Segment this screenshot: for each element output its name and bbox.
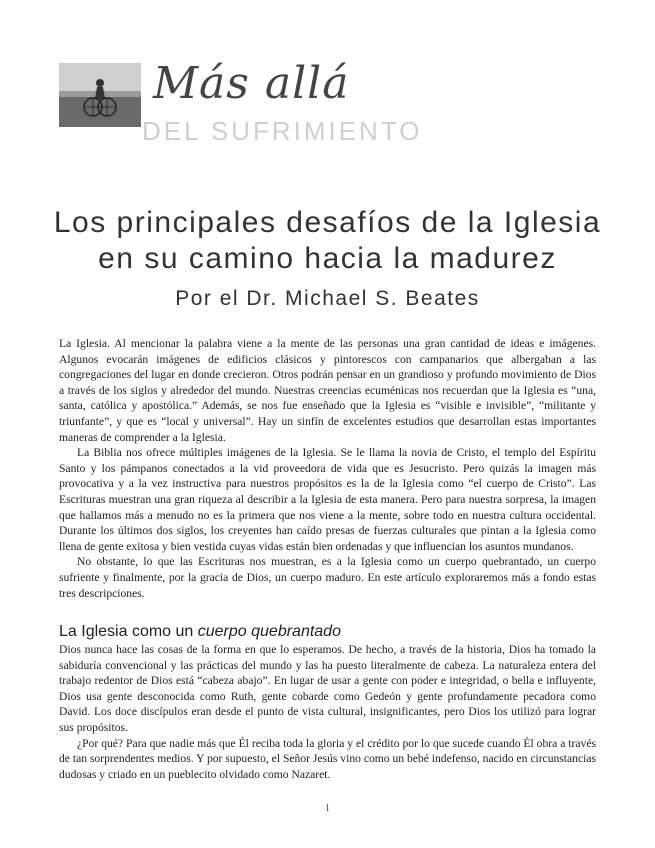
paragraph: Dios nunca hace las cosas de la forma en que lo esperamos. De hecho, a través de la historia, Dios ha tomado la sabiduría convencional y las prácticas del mundo y las ha puesto literalmente de cabeza. La naturaleza entera del trabajo redentor de Dios está “cabeza abajo”. En lugar de usar a gente con poder e integridad, o bella e influyente, Dios usa gente desconocida como Ruth, gente cobarde como Gedeón y gente profundamente pecadora como David. Los doce discípulos eran desde el punto de vista cultural, insignificantes, pero Dios los utilizó para lograr sus propósitos. [59, 643, 596, 734]
section-heading-italic: cuerpo quebrantado [197, 623, 341, 640]
paragraph: No obstante, lo que las Escrituras nos muestran, es a la Iglesia como un cuerpo quebrantado, un cuerpo sufriente y finalmente, por la gracia de Dios, un cuerpo maduro. En este artículo exploraremos más a fondo estas tres descripciones. [59, 555, 596, 600]
section-heading [59, 623, 341, 641]
paragraph: La Iglesia. Al mencionar la palabra viene a la mente de las personas una gran cantidad de ideas e imágenes. Algunos evocarán imágenes de edificios clásicos y pintorescos con campanarios que albergaban a las congregaciones del lugar en donde crecieron. Otros podrán pensar en un grandioso y profundo movimiento de Dios a través de los siglos y alrededor del mundo. Nuestras creencias ecuménicas nos recuerdan que la Iglesia es “una, santa, católica y apostólica.” Además, se nos fue enseñado que la Iglesia es “visible e invisible”, “militante y triunfante”, y que es “local y universal”. Hay un sinfín de excelentes estudios que desarrollan estas importantes maneras de comprender a la Iglesia. [59, 337, 596, 444]
article-author: Por el Dr. Michael S. Beates [175, 287, 480, 310]
page-number: 1 [325, 803, 330, 814]
logo-photo [59, 63, 141, 127]
section1-body [59, 642, 596, 782]
title-line-2: en su camino hacia la madurez [98, 242, 557, 275]
article-title [0, 205, 655, 277]
intro-section [59, 336, 596, 601]
logo-script-text: Más allá [153, 58, 350, 109]
logo-subtitle: DEL SUFRIMIENTO [142, 116, 423, 146]
section-heading-plain: La Iglesia como un [59, 623, 198, 640]
paragraph: ¿Por qué? Para que nadie más que Él reciba toda la gloria y el crédito por lo que sucede cuando Él obra a través de tan sorprendentes medios. Y por supuesto, el Señor Jesús vino como un bebé indefenso, nacido en circunstancias dudosas y criado en un pueblecito olvidado como Nazaret. [59, 736, 596, 781]
title-line-1: Los principales desafíos de la Iglesia [53, 206, 602, 239]
wheelchair-silhouette-icon [59, 63, 141, 127]
paragraph: La Biblia nos ofrece múltiples imágenes de la Iglesia. Se le llama la novia de Cristo, el templo del Espíritu Santo y los pámpanos conectados a la vid proveedora de vida que es Jesucristo. Pero quizás la imagen más provocativa y a la vez instructiva para nuestros propósitos es la de la Iglesia como “el cuerpo de Cristo”. Las Escrituras muestran una gran riqueza al describir a la Iglesia de esta manera. Pero para nuestra sorpresa, la imagen que hallamos más a menudo no es la primera que nos viene a la mente, sobre todo en nuestra cultura occidental. Durante los últimos dos siglos, los creyentes han caído presas de fuerzas culturales que pintan a la Iglesia como llena de gente exitosa y bien vestida cuyas vidas están bien ordenadas y que influencian los asuntos mundanos. [59, 446, 596, 553]
